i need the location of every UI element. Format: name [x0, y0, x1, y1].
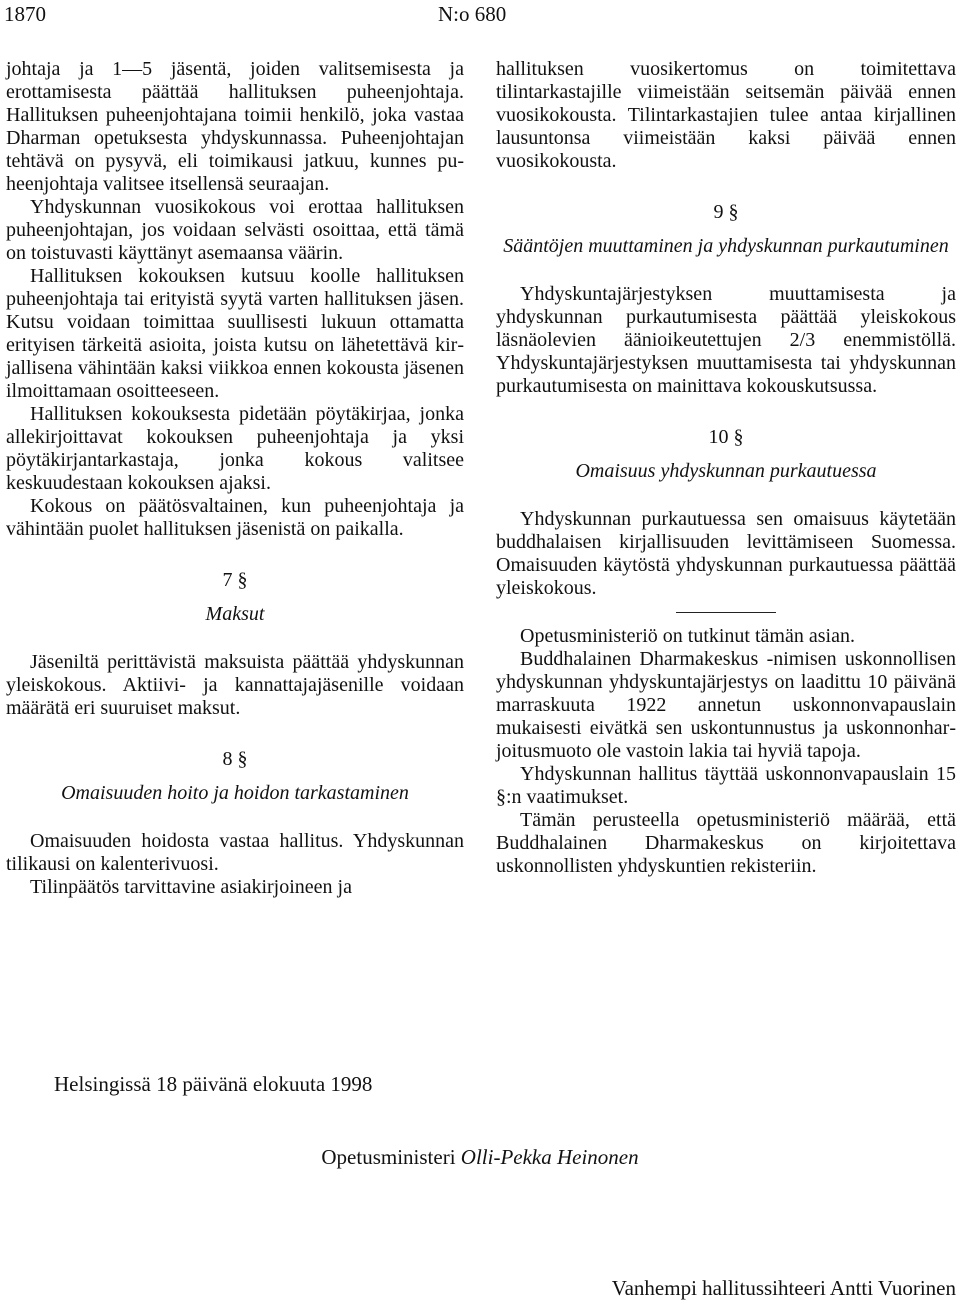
paragraph: hallituksen vuosikertomus on toimitettava tilintarkastajille viimeistään seitsemän päivää ennen vuosikokousta. Tilintarkastajien tulee antaa kirjallinen lausuntonsa viimeistään kaksi päivää ennen vuosikokousta.: [496, 58, 956, 172]
paragraph: Kokous on päätösvaltainen, kun puheenjohtaja ja vähintään puolet hallituksen jäsenistä on paikalla.: [6, 495, 464, 540]
paragraph: Yhdyskuntajärjestyksen muuttamisesta ja yhdyskunnan purkautumisesta päättää yleiskokous läsnäolevien äänioikeutettujen 2/3 enemmistöllä. Yhdyskuntajärjestyksen muuttamisesta tai yhdyskunnan purkautumisesta on mainittava kokouskutsussa.: [496, 283, 956, 397]
separator-rule: [676, 612, 776, 613]
section-9-number: 9 §: [713, 201, 739, 223]
paragraph: Hallituksen kokouksen kutsuu koolle hallituksen puheenjohtaja tai erityistä syytä varten hallituksen jäsen. Kutsu voidaan toimittaa suullisesti lukuun ottamatta erityisen tärkeitä asioita, joista kutsu on lähetettävä kirjallisena vähintään kaksi viikkoa ennen kokousta jäsenen ilmoittamaan osoitteeseen.: [6, 265, 464, 402]
paragraph: Yhdyskunnan purkautuessa sen omaisuus käytetään buddhalaisen kirjallisuuden levittämiseen Suomessa. Omaisuuden käytöstä yhdyskunnan purkautuessa päättää yleiskokous.: [496, 508, 956, 599]
minister-title: Opetusministeri: [321, 1145, 456, 1169]
section-8-number: 8 §: [222, 748, 248, 770]
section-7-title: Maksut: [205, 603, 265, 625]
paragraph: Opetusministeriö on tutkinut tämän asian.: [520, 625, 855, 647]
place-date: Helsingissä 18 päivänä elokuuta 1998: [54, 1072, 373, 1096]
paragraph: Yhdyskunnan hallitus täyttää uskonnonvapauslain 15 §:n vaatimukset.: [496, 763, 956, 808]
section-8-title: Omaisuuden hoito ja hoidon tarkastaminen: [61, 782, 409, 804]
secretary-signature: Vanhempi hallitussihteeri Antti Vuorinen: [611, 1276, 956, 1300]
paragraph: Jäseniltä perittävistä maksuista päättää yhdyskunnan yleiskokous. Aktiivi- ja kannattajajäsenille voidaan määrätä eri suuruiset maksut.: [6, 651, 464, 719]
minister-name: Olli-Pekka Heinonen: [460, 1145, 639, 1169]
paragraph: Buddhalainen Dharmakeskus -nimisen uskonnollisen yhdyskunnan yhdyskuntajärjestys on laadittu 10 päivänä marraskuuta 1922 annetun uskonnonvapauslain mukaisesti eivätkä sen uskontunnustus ja uskonnonharjoitusmuoto ole vastoin lakia tai hyviä tapoja.: [496, 648, 956, 762]
right-column: [496, 58, 956, 878]
issue-number: N:o 680: [438, 2, 507, 26]
minister-signature: [0, 1145, 960, 1170]
section-9-title: Sääntöjen muuttaminen ja yhdyskunnan purkautuminen: [503, 235, 949, 257]
paragraph: Hallituksen kokouksesta pidetään pöytäkirjaa, jonka allekirjoittavat kokouksen puheenjohtaja ja yksi pöytäkirjantarkastaja, jonka kokous valitsee keskuudestaan kokouksen ajaksi.: [6, 403, 464, 494]
paragraph: Tämän perusteella opetusministeriö määrää, että Buddhalainen Dharmakeskus on kirjoitettava uskonnollisten yhdyskuntien rekisteriin.: [496, 809, 956, 877]
section-10-number: 10 §: [708, 426, 744, 448]
left-column: [6, 58, 464, 899]
section-7-number: 7 §: [222, 569, 248, 591]
page-number: 1870: [4, 2, 46, 26]
paragraph: johtaja ja 1—5 jäsentä, joiden valitsemisesta ja erottamisesta päättää hallituksen puheenjohtaja. Hallituksen puheenjohtajana toimii henkilö, joka vastaa Dharman opetuksesta yhdyskunnassa. Puheenjohtajan tehtävä on pysyvä, eli toimikausi jatkuu, kunnes puheenjohtaja valitsee itsellensä seuraajan.: [6, 58, 464, 195]
paragraph: Yhdyskunnan vuosikokous voi erottaa hallituksen puheenjohtajan, jos voidaan selvästi osoittaa, että tämä on toistuvasti käyttänyt asemaansa väärin.: [6, 196, 464, 264]
section-10-title: Omaisuus yhdyskunnan purkautuessa: [575, 460, 877, 482]
paragraph: Omaisuuden hoidosta vastaa hallitus. Yhdyskunnan tilikausi on kalenterivuosi.: [6, 830, 464, 875]
paragraph: Tilinpäätös tarvittavine asiakirjoineen ja: [30, 876, 352, 898]
